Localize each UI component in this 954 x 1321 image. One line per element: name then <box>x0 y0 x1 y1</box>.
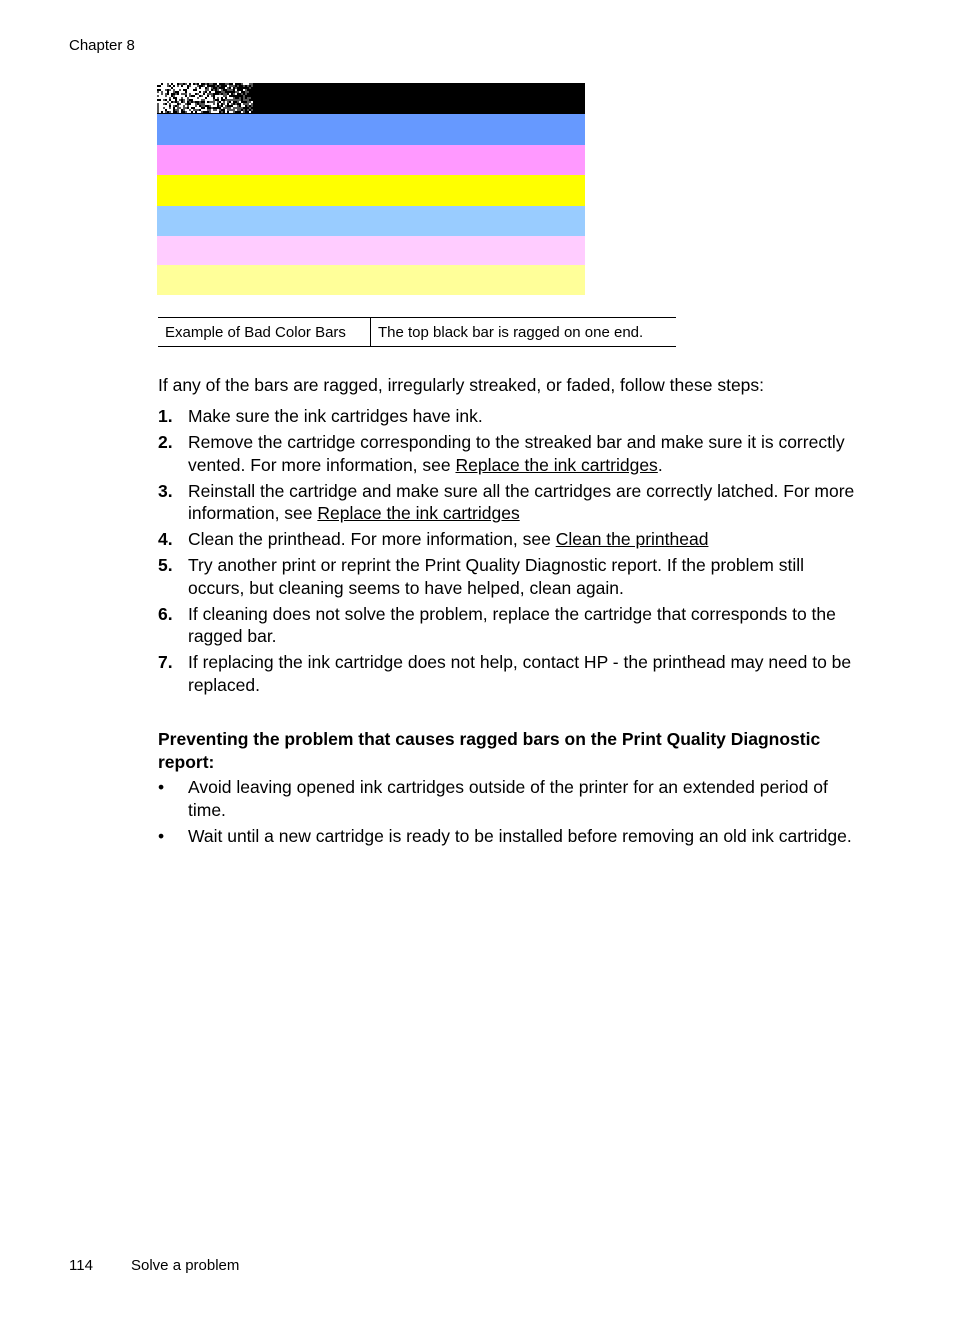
bullet-text: Avoid leaving opened ink cartridges outside of the printer for an extended period of time. <box>188 777 828 820</box>
replace-cartridges-link[interactable]: Replace the ink cartridges <box>455 454 658 475</box>
step-item <box>158 554 864 599</box>
bullet-item <box>158 776 864 821</box>
step-number: 4. <box>158 529 173 549</box>
color-bars-figure <box>157 83 585 295</box>
step-number: 1. <box>158 406 173 426</box>
yellow-bar <box>157 175 585 206</box>
caption-label: Example of Bad Color Bars <box>158 318 371 347</box>
replace-cartridges-link[interactable]: Replace the ink cartridges <box>317 503 520 523</box>
bullet-text: Wait until a new cartridge is ready to be installed before removing an old ink cartridge. <box>188 825 852 846</box>
step-number: 6. <box>158 603 173 624</box>
step-item <box>158 528 864 551</box>
blue-bar <box>157 114 585 145</box>
bullet-icon: • <box>158 825 165 846</box>
step-text: If replacing the ink cartridge does not help, contact HP - the printhead may need to be replaced. <box>188 652 852 695</box>
intro-paragraph: If any of the bars are ragged, irregularly streaked, or faded, follow these steps: <box>158 375 765 395</box>
step-number: 7. <box>158 652 173 672</box>
step-item <box>158 651 864 696</box>
step-number: 3. <box>158 480 173 501</box>
step-item <box>158 480 864 525</box>
caption-description: The top black bar is ragged on one end. <box>378 323 644 341</box>
bullet-icon: • <box>158 777 165 797</box>
steps-list <box>158 405 864 700</box>
magenta-bar <box>157 145 585 175</box>
page-number: 114 <box>69 1257 93 1274</box>
step-number: 2. <box>158 432 173 452</box>
ragged-end-texture <box>157 83 253 113</box>
light-yellow-bar <box>157 265 585 295</box>
step-text: Try another print or reprint the Print Quality Diagnostic report. If the problem still occurs, but cleaning seems to have helped, clean again. <box>188 555 804 598</box>
prevention-heading: Preventing the problem that causes ragged bars on the Print Quality Diagnostic report: <box>158 729 821 772</box>
clean-printhead-link[interactable]: Clean the printhead <box>555 529 709 549</box>
step-item <box>158 431 864 476</box>
step-text: If cleaning does not solve the problem, replace the cartridge that corresponds to the ragged bar. <box>188 603 836 646</box>
step-text-end: . <box>657 454 663 475</box>
light-magenta-bar <box>157 236 585 265</box>
step-item <box>158 405 864 428</box>
step-text: Reinstall the cartridge and make sure all the cartridges are correctly latched. For more information, see <box>188 480 855 523</box>
prevention-list <box>158 776 864 851</box>
step-text: Clean the printhead. For more information, see <box>188 529 556 549</box>
light-blue-bar <box>157 206 585 236</box>
step-item <box>158 603 864 648</box>
step-text: Remove the cartridge corresponding to the streaked bar and make sure it is correctly vented. For more information, see <box>188 432 845 475</box>
chapter-label: Chapter 8 <box>69 37 135 54</box>
bullet-item <box>158 825 864 848</box>
figure-caption-table <box>158 317 676 347</box>
step-number: 5. <box>158 555 173 575</box>
footer-section-title: Solve a problem <box>131 1257 240 1274</box>
step-text: Make sure the ink cartridges have ink. <box>188 406 483 426</box>
